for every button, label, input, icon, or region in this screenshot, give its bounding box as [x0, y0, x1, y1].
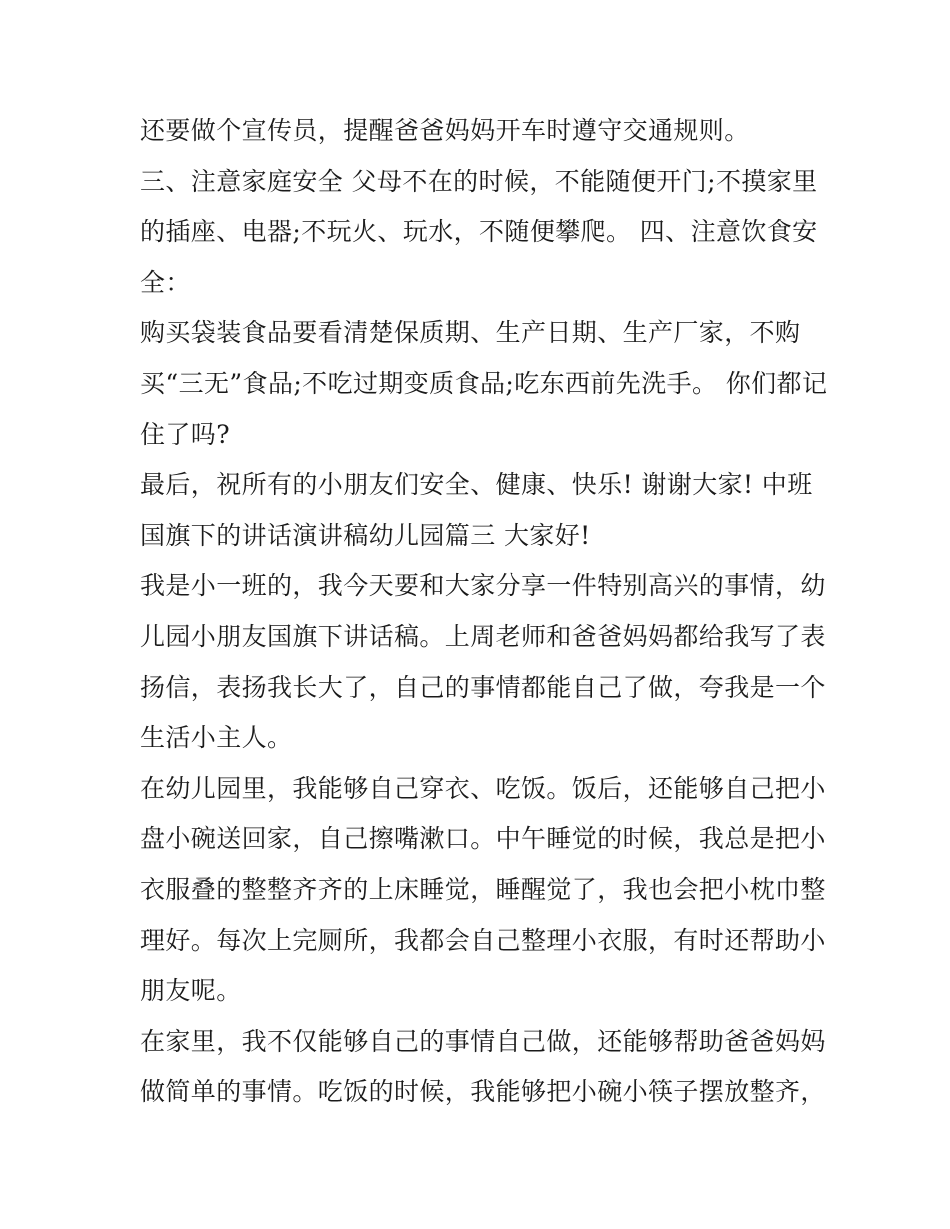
- document-body: [140, 106, 828, 1118]
- text-line: 生活小主人。: [140, 723, 293, 753]
- text-line: 国旗下的讲话演讲稿幼儿园篇三 大家好!: [140, 520, 591, 550]
- text-line: 全：: [140, 267, 191, 297]
- text-line: 衣服叠的整整齐齐的上床睡觉，睡醒觉了，我也会把小枕巾整: [140, 874, 826, 904]
- text-line: 做简单的事情。吃饭的时候，我能够把小碗小筷子摆放整齐，: [140, 1077, 826, 1107]
- text-line: 儿园小朋友国旗下讲话稿。上周老师和爸爸妈妈都给我写了表: [140, 621, 826, 651]
- text-line: 在家里，我不仅能够自己的事情自己做，还能够帮助爸爸妈妈: [140, 1026, 826, 1056]
- text-line: 朋友呢。: [140, 976, 242, 1006]
- text-line: 的插座、电器;不玩火、玩水，不随便攀爬。 四、注意饮食安: [140, 217, 818, 247]
- text-line: 最后，祝所有的小朋友们安全、健康、快乐! 谢谢大家! 中班: [140, 470, 813, 500]
- text-line: 购买袋装食品要看清楚保质期、生产日期、生产厂家，不购: [140, 318, 801, 348]
- text-line: 三、注意家庭安全 父母不在的时候，不能随便开门;不摸家里: [140, 166, 818, 196]
- text-line: 住了吗?: [140, 419, 231, 449]
- text-line: 买“三无”食品;不吃过期变质食品;吃东西前先洗手。 你们都记: [140, 368, 828, 398]
- text-line: 还要做个宣传员，提醒爸爸妈妈开车时遵守交通规则。: [140, 116, 750, 145]
- text-line: 我是小一班的，我今天要和大家分享一件特别高兴的事情，幼: [140, 571, 826, 601]
- text-line: 盘小碗送回家，自己擦嘴漱口。中午睡觉的时候，我总是把小: [140, 824, 826, 854]
- text-line: 在幼儿园里，我能够自己穿衣、吃饭。饭后，还能够自己把小: [140, 773, 826, 803]
- text-line: 理好。每次上完厕所，我都会自己整理小衣服，有时还帮助小: [140, 925, 826, 955]
- text-line: 扬信，表扬我长大了，自己的事情都能自己了做，夸我是一个: [140, 672, 826, 702]
